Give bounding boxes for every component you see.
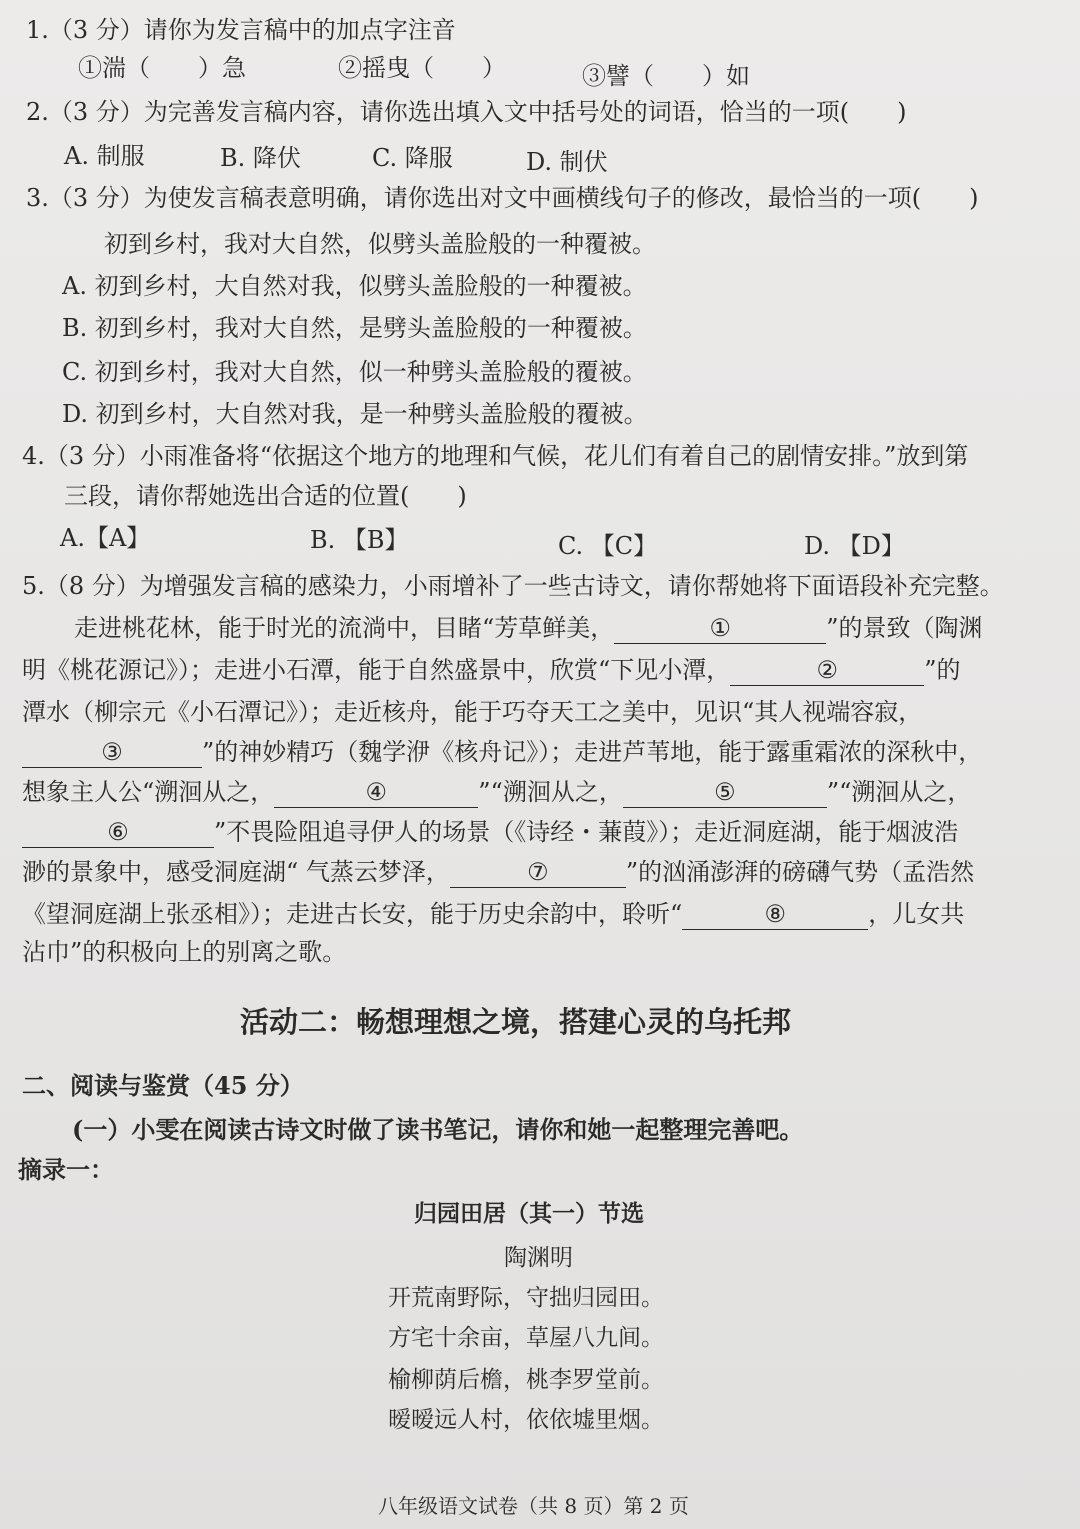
q3-option-b: B. 初到乡村，我对大自然，是劈头盖脸般的一种覆被。 — [62, 314, 647, 342]
q2-option-a: A. 制服 — [64, 142, 145, 170]
q5-line-9: 沾巾”的积极向上的别离之歌。 — [22, 938, 347, 966]
activity2-title: 活动二：畅想理想之境，搭建心灵的乌托邦 — [240, 1005, 792, 1039]
q5-line-3: 潭水（柳宗元《小石潭记》）；走近核舟，能于巧夺天工之美中，见识“其人视端容寂， — [22, 698, 923, 726]
fill-blank-7[interactable]: ⑦ — [450, 859, 626, 888]
q5-line-7-post: ”的汹涌澎湃的磅礴气势（孟浩然 — [625, 858, 975, 886]
q5-line-8-post: ，儿女共 — [868, 900, 965, 928]
q3-option-a: A. 初到乡村，大自然对我，似劈头盖脸般的一种覆被。 — [62, 272, 647, 300]
q5-line-1 — [74, 612, 983, 644]
fill-blank-1[interactable]: ① — [614, 615, 826, 644]
q5-line-7-pre: 渺的景象中，感受洞庭湖“ 气蒸云梦泽， — [22, 858, 450, 886]
q5-line-8 — [22, 898, 964, 930]
q2-option-c: C. 降服 — [372, 144, 453, 172]
fill-blank-6[interactable]: ⑥ — [22, 819, 214, 848]
q5-line-6-post: ”不畏险阻追寻伊人的场景（《诗经・蒹葭》）；走近洞庭湖，能于烟波浩 — [214, 818, 959, 846]
q1-option-3: ③譬（ ）如 — [582, 62, 750, 90]
q3-option-c: C. 初到乡村，我对大自然，似一种劈头盖脸般的覆被。 — [62, 358, 647, 386]
poem-author: 陶渊明 — [504, 1245, 573, 1271]
q4-option-c: C. 【C】 — [558, 532, 658, 560]
q5-line-6 — [22, 816, 958, 848]
poem-line-4: 暧暧远人村，依依墟里烟。 — [388, 1407, 664, 1433]
q2-option-d: D. 制伏 — [526, 148, 608, 176]
fill-blank-3[interactable]: ③ — [22, 739, 202, 768]
q5-stem: 5.（8 分）为增强发言稿的感染力，小雨增补了一些古诗文，请你帮她将下面语段补充完整。 — [22, 572, 1004, 600]
q5-line-4 — [22, 736, 982, 768]
q3-option-d: D. 初到乡村，大自然对我，是一种劈头盖脸般的覆被。 — [62, 400, 648, 428]
fill-blank-2[interactable]: ② — [730, 657, 924, 686]
poem-title: 归园田居（其一）节选 — [414, 1201, 644, 1227]
fill-blank-4[interactable]: ④ — [274, 779, 478, 808]
q5-line-4-post: ”的神妙精巧（魏学洢《核舟记》）；走进芦苇地，能于露重霜浓的深秋中， — [202, 738, 983, 766]
poem-line-1: 开荒南野际，守拙归园田。 — [388, 1285, 664, 1311]
q1-stem: 1.（3 分）请你为发言稿中的加点字注音 — [26, 16, 456, 44]
q5-line-5-pre: 想象主人公“溯洄从之， — [22, 778, 275, 806]
poem-line-2: 方宅十余亩，草屋八九间。 — [388, 1325, 664, 1351]
q5-line-2 — [22, 654, 961, 686]
q2-stem: 2.（3 分）为完善发言稿内容，请你选出填入文中括号处的词语，恰当的一项( ) — [26, 98, 907, 126]
page-footer: 八年级语文试卷（共 8 页）第 2 页 — [378, 1494, 689, 1518]
q4-option-b: B. 【B】 — [310, 526, 409, 554]
section2-subheading: (一）小雯在阅读古诗文时做了读书笔记，请你和她一起整理完善吧。 — [72, 1115, 804, 1144]
q5-line-5 — [22, 776, 971, 808]
q3-stem: 3.（3 分）为使发言稿表意明确，请你选出对文中画横线句子的修改，最恰当的一项( ) — [26, 184, 979, 212]
q5-line-8-pre: 《望洞庭湖上张丞相》）；走进古长安，能于历史余韵中，聆听“ — [22, 900, 683, 928]
q3-sentence: 初到乡村，我对大自然，似劈头盖脸般的一种覆被。 — [104, 230, 656, 258]
q5-line-2-post: ”的 — [924, 656, 961, 684]
q1-option-2: ②摇曳（ ） — [338, 54, 506, 82]
fill-blank-5[interactable]: ⑤ — [623, 779, 827, 808]
section2-heading: 二、阅读与鉴赏（45 分） — [22, 1071, 304, 1100]
q5-line-1-post: ”的景致（陶渊 — [826, 614, 983, 642]
q5-line-5-post: ”“溯洄从之， — [826, 778, 972, 806]
q2-option-b: B. 降伏 — [220, 144, 301, 172]
q5-line-1-pre: 走进桃花林，能于时光的流淌中，目睹“芳草鲜美， — [74, 614, 615, 642]
q5-line-5-mid: ”“溯洄从之， — [478, 778, 623, 806]
q5-line-2-pre: 明《桃花源记》）；走进小石潭，能于自然盛景中，欣赏“下见小潭， — [22, 656, 731, 684]
q5-line-7 — [22, 856, 974, 888]
q4-stem-line2: 三段，请你帮她选出合适的位置( ) — [64, 482, 467, 510]
q4-option-d: D. 【D】 — [804, 532, 905, 560]
excerpt-label: 摘录一： — [18, 1155, 114, 1184]
poem-line-3: 榆柳荫后檐，桃李罗堂前。 — [388, 1367, 664, 1393]
q4-option-a: A.【A】 — [60, 524, 151, 552]
fill-blank-8[interactable]: ⑧ — [682, 901, 868, 930]
q1-option-1: ①湍（ ）急 — [78, 54, 246, 82]
q4-stem-line1: 4.（3 分）小雨准备将“依据这个地方的地理和气候，花儿们有着自己的剧情安排。”放到第 — [22, 442, 969, 470]
